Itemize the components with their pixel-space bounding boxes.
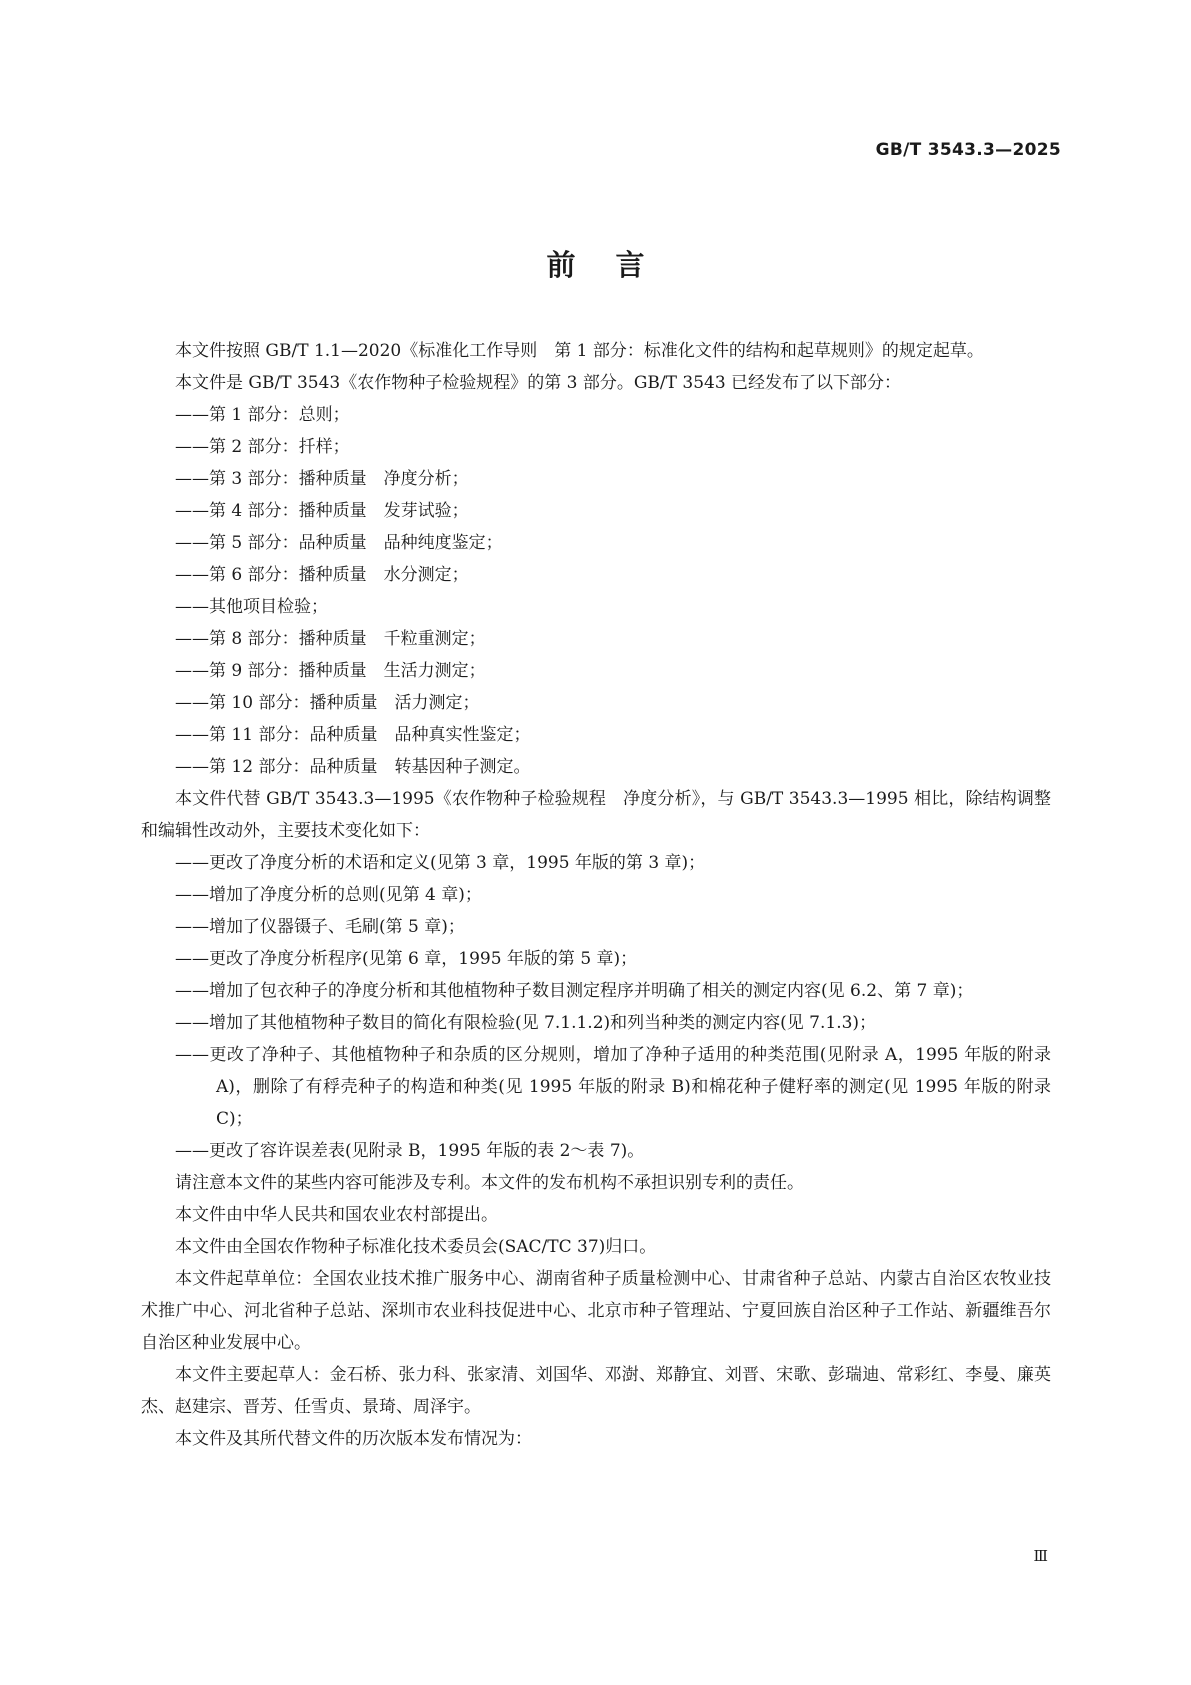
change-item: ——增加了包衣种子的净度分析和其他植物种子数目测定程序并明确了相关的测定内容(见 6.2、第 7 章)；: [175, 981, 974, 1001]
paragraph-series-intro: 本文件是 GB/T 3543《农作物种子检验规程》的第 3 部分。GB/T 3543 已经发布了以下部分：: [175, 373, 902, 393]
list-item: ——第 4 部分：播种质量 发芽试验；: [175, 501, 469, 521]
change-item: ——增加了其他植物种子数目的简化有限检验(见 7.1.1.2)和列当种类的测定内容(见 7.1.3)；: [175, 1013, 877, 1033]
list-item: ——第 8 部分：播种质量 千粒重测定；: [175, 629, 486, 649]
paragraph-drafters: 本文件主要起草人：金石桥、张力科、张家清、刘国华、邓澍、郑静宜、刘晋、宋歌、彭瑞迪、常彩红、李曼、廉英杰、赵建宗、晋芳、任雪贞、景琦、周泽宇。: [141, 1365, 1051, 1417]
list-item: ——第 9 部分：播种质量 生活力测定；: [175, 661, 486, 681]
list-item: ——第 11 部分：品种质量 品种真实性鉴定；: [175, 725, 531, 745]
list-item: ——第 6 部分：播种质量 水分测定；: [175, 565, 469, 585]
paragraph-history: 本文件及其所代替文件的历次版本发布情况为：: [175, 1429, 532, 1449]
paragraph-replacement: 本文件代替 GB/T 3543.3—1995《农作物种子检验规程 净度分析》，与 GB/T 3543.3—1995 相比，除结构调整和编辑性改动外，主要技术变化如下：: [141, 789, 1051, 841]
paragraph-committee: 本文件由全国农作物种子标准化技术委员会(SAC/TC 37)归口。: [175, 1237, 657, 1257]
paragraph-drafting-rules: 本文件按照 GB/T 1.1—2020《标准化工作导则 第 1 部分：标准化文件的结构和起草规则》的规定起草。: [175, 341, 984, 361]
change-item: ——更改了净度分析程序(见第 6 章，1995 年版的第 5 章)；: [175, 949, 638, 969]
change-item: ——增加了净度分析的总则(见第 4 章)；: [175, 885, 482, 905]
list-item: ——第 2 部分：扦样；: [175, 437, 350, 457]
page-title: 前言: [546, 248, 685, 282]
list-item: ——其他项目检验；: [175, 597, 328, 617]
change-item: ——增加了仪器镊子、毛刷(第 5 章)；: [175, 917, 465, 937]
foreword-body: [141, 335, 1051, 1455]
standard-number: GB/T 3543.3—2025: [875, 140, 1061, 160]
page-number: Ⅲ: [1033, 1547, 1048, 1565]
change-item: ——更改了净度分析的术语和定义(见第 3 章，1995 年版的第 3 章)；: [175, 853, 706, 873]
paragraph-proposer: 本文件由中华人民共和国农业农村部提出。: [175, 1205, 498, 1225]
list-item: ——第 10 部分：播种质量 活力测定；: [175, 693, 480, 713]
change-item: ——更改了净种子、其他植物种子和杂质的区分规则，增加了净种子适用的种类范围(见附录 A，1995 年版的附录 A)，删除了有稃壳种子的构造和种类(见 1995 年版的附录 B)和棉花种子健籽率的测定(见 1995 年版的附录 C)；: [175, 1045, 1051, 1129]
list-item: ——第 3 部分：播种质量 净度分析；: [175, 469, 469, 489]
list-item: ——第 1 部分：总则；: [175, 405, 350, 425]
list-item: ——第 5 部分：品种质量 品种纯度鉴定；: [175, 533, 503, 553]
change-item: ——更改了容许误差表(见附录 B，1995 年版的表 2～表 7)。: [175, 1141, 645, 1161]
list-item: ——第 12 部分：品种质量 转基因种子测定。: [175, 757, 531, 777]
paragraph-drafting-units: 本文件起草单位：全国农业技术推广服务中心、湖南省种子质量检测中心、甘肃省种子总站、内蒙古自治区农牧业技术推广中心、河北省种子总站、深圳市农业科技促进中心、北京市种子管理站、宁夏回族自治区种子工作站、新疆维吾尔自治区种业发展中心。: [141, 1269, 1051, 1353]
paragraph-patent-notice: 请注意本文件的某些内容可能涉及专利。本文件的发布机构不承担识别专利的责任。: [175, 1173, 804, 1193]
